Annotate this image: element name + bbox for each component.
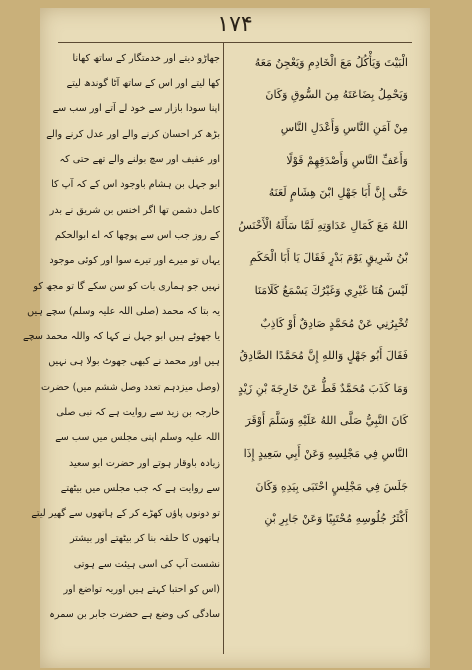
arabic-text-column — [230, 46, 408, 535]
urdu-text-line: (اس کو احتبا کہتے ہیں اوریہ تواضع اور — [63, 584, 220, 596]
urdu-text-line: اپنا سودا بازار سے خود لے آتے اور سب سے — [52, 103, 220, 115]
urdu-text-line: سادگی کی وضع ہے حضرت جابر بن سمرہ — [49, 609, 220, 621]
urdu-text-line: خارجہ بن زید سے روایت ہے کہ نبی صلی — [56, 407, 220, 418]
urdu-text-line: ابو جہل بن ہشام باوجود اس کے کہ آپ کا — [51, 179, 220, 191]
arabic-text-line: لَيْسَ هُنَا غَيْرِي وَغَيْرُكَ يَسْمَعُ كَلَامَنَا — [254, 283, 408, 297]
arabic-text-line: الْبَيْتَ وَيَأْكُلُ مَعَ الْخَادِمِ وَيَعْجِنُ مَعَهُ — [254, 55, 408, 69]
arabic-text-line: اللهُ مَعَ كَمَالِ عَدَاوَتِهِ لَمَّا سَأَلَهُ الْأَخْنَسُ — [238, 218, 408, 232]
urdu-text-line: زیادہ باوقار ہوتے اور حضرت ابو سعید — [68, 457, 220, 469]
urdu-text-line: (وصل میزدہم تعدد وصل ششم میں) حضرت — [41, 381, 220, 393]
arabic-text-line: فَقَالَ أَبُو جَهْلٍ وَاللهِ إِنَّ مُحَمَّدًا الصَّادِقُ — [239, 349, 408, 363]
page-number: ۱۷۴ — [217, 12, 253, 37]
urdu-translation-column — [23, 46, 220, 628]
arabic-text-line: بْنُ شَرِيقٍ يَوْمَ بَدْرٍ فَقَالَ يَا أَبَا الْحَكَمِ — [249, 251, 408, 265]
urdu-text-line: یا جھوٹے ہیں ابو جہل نے کہا کہ واللہ محمد سچے — [23, 331, 220, 343]
arabic-text-line: وَأَعَفِّ النَّاسِ وَأَصْدَقِهِمْ قَوْلًا — [286, 153, 408, 167]
urdu-text-line: کے روز جب اس سے پوچھا کہ اے ابوالحکم — [54, 229, 220, 241]
urdu-text-line: تو دونوں پاؤں کھڑے کر کے ہاتھوں سے گھیر لیتے — [31, 508, 220, 520]
arabic-text-line: جَلَسَ فِي مَجْلِسٍ احْتَبَى بِيَدِهِ وَكَانَ — [255, 479, 408, 493]
urdu-text-line: نہیں جو ہماری بات کو سن سکے گا تو مجھ کو — [33, 280, 220, 292]
arabic-text-line: كَانَ النَّبِيُّ صَلَّى اللهُ عَلَيْهِ وَسَلَّمَ أَوْقَرَ — [245, 414, 408, 428]
column-divider — [223, 42, 224, 654]
book-page — [23, 8, 430, 668]
arabic-text-line: وَيَحْمِلُ بِضَاعَتَهُ مِنَ السُّوقِ وَكَانَ — [265, 88, 408, 102]
urdu-text-line: کامل دشمن تھا اگر اخنس بن شریق نے بدر — [49, 204, 220, 216]
urdu-text-line: ہیں اور محمد نے کبھی جھوٹ بولا ہی نہیں — [48, 356, 220, 368]
urdu-text-line: اللہ علیہ وسلم اپنی مجلس میں سب سے — [55, 432, 220, 444]
urdu-text-line: نشست آپ کی اسی ہیئت سے ہوتی — [73, 558, 220, 570]
arabic-text-line: مِنْ آمَنِ النَّاسِ وَأَعْدَلِ النَّاسِ — [280, 120, 408, 134]
urdu-text-line: ہاتھوں کا حلقہ بنا کر بیٹھتے اور بیشتر — [69, 533, 220, 545]
arabic-text-line: تُخْبِرُنِي عَنْ مُحَمَّدٍ صَادِقٌ أَوْ كَاذِبٌ — [260, 316, 408, 330]
arabic-text-line: حَتَّى إِنَّ أَبَا جَهْلِ ابْنَ هِشَامٍ لَعَنَهُ — [268, 186, 408, 200]
urdu-text-line: یہاں تو میرے اور تیرے سوا اور کوئی موجود — [49, 255, 220, 267]
arabic-text-line: أَكْثَرُ جُلُوسِهِ مُحْتَبِيًا وَعَنْ جَابِرِ بْنِ — [264, 512, 408, 526]
header-rule — [58, 42, 412, 43]
urdu-text-line: جھاڑو دیتے اور خدمتگار کے ساتھ کھانا — [72, 52, 220, 64]
urdu-text-line: بڑھ کر احسان کرنے والے اور عدل کرنے والے — [46, 128, 220, 140]
arabic-text-line: النَّاسِ فِي مَجْلِسِهِ وَعَنْ أَبِي سَعِيدٍ إِذَا — [243, 446, 408, 460]
urdu-text-line: سے روایت ہے کہ جب مجلس میں بیٹھتے — [60, 482, 220, 494]
urdu-text-line: یہ بتا کہ محمد (صلی اللہ علیہ وسلم) سچے ہیں — [27, 305, 220, 317]
urdu-text-line: اور عفیف اور سچ بولنے والے تھے حتی کہ — [59, 154, 220, 166]
urdu-text-line: کھا لیتے اور اس کے ساتھ آٹا گوندھ لیتے — [66, 78, 220, 90]
arabic-text-line: وَمَا كَذَبَ مُحَمَّدٌ قَطُّ عَنْ خَارِجَةَ بْنِ زَيْدٍ — [238, 381, 408, 395]
